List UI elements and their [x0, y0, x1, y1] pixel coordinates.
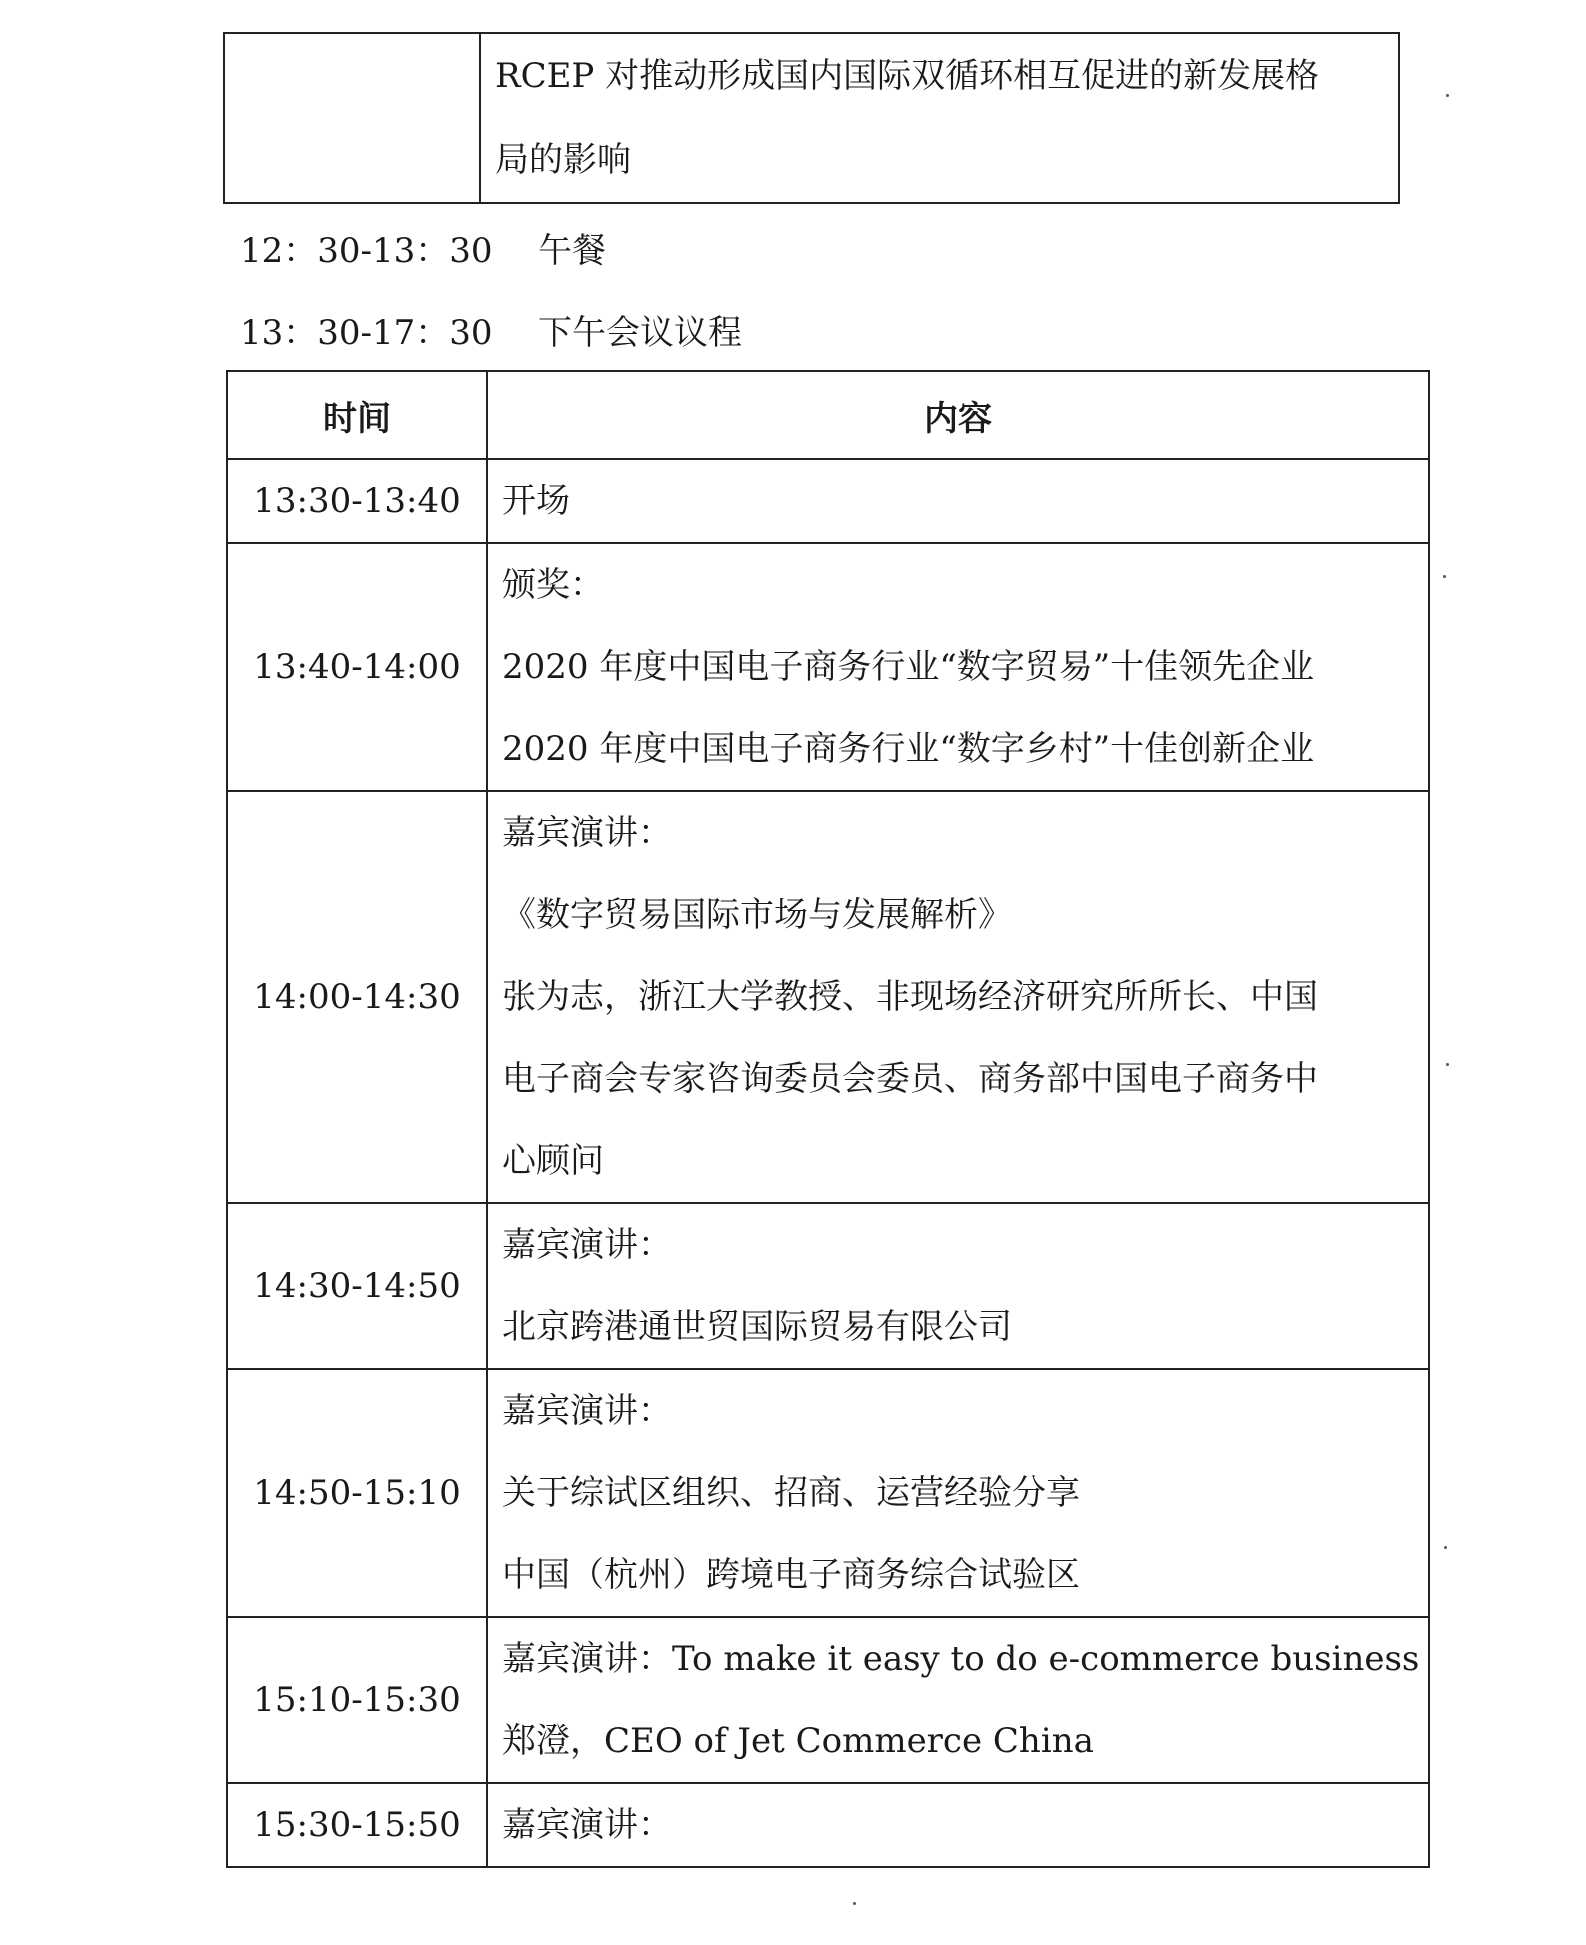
table-row	[227, 459, 1429, 543]
agenda-body	[227, 459, 1429, 1867]
time-cell: 15:10-15:30	[227, 1617, 487, 1783]
afternoon-agenda-table	[226, 370, 1430, 1868]
content-line: 2020 年度中国电子商务行业“数字贸易”十佳领先企业	[502, 647, 1315, 687]
scan-speck	[1446, 1063, 1449, 1066]
content-cell	[487, 791, 1429, 1203]
afternoon-label: 下午会议议程	[538, 313, 742, 353]
content-cell	[480, 33, 1399, 203]
table-row	[227, 1783, 1429, 1867]
afternoon-heading	[240, 308, 742, 358]
content-line: 电子商会专家咨询委员会委员、商务部中国电子商务中	[502, 1059, 1318, 1099]
content-line: 嘉宾演讲：	[502, 813, 672, 853]
time-cell: 13:30-13:40	[227, 459, 487, 543]
content-cell	[487, 1617, 1429, 1783]
content-line: 张为志，浙江大学教授、非现场经济研究所所长、中国	[502, 977, 1318, 1017]
time-header: 时间	[227, 371, 487, 459]
content-header: 内容	[487, 371, 1429, 459]
content-cell	[487, 543, 1429, 791]
content-line: 嘉宾演讲：To make it easy to do e-commerce business	[502, 1639, 1420, 1679]
scan-speck	[853, 1902, 856, 1905]
time-cell: 15:30-15:50	[227, 1783, 487, 1867]
scan-speck	[1443, 575, 1446, 578]
table-row	[227, 543, 1429, 791]
content-line: 2020 年度中国电子商务行业“数字乡村”十佳创新企业	[502, 729, 1315, 769]
table-header-row	[227, 371, 1429, 459]
empty-time-cell	[224, 33, 480, 203]
content-line: 《数字贸易国际市场与发展解析》	[502, 895, 1012, 935]
content-cell	[487, 1369, 1429, 1617]
lunch-time: 12：30-13：30	[240, 231, 493, 271]
fragment-line: RCEP 对推动形成国内国际双循环相互促进的新发展格	[495, 56, 1320, 96]
table-row	[227, 1203, 1429, 1369]
content-line: 关于综试区组织、招商、运营经验分享	[502, 1473, 1080, 1513]
content-line: 心顾问	[502, 1141, 604, 1181]
content-line: 郑澄，CEO of Jet Commerce China	[502, 1721, 1094, 1761]
table-row	[224, 33, 1399, 203]
table-row	[227, 1617, 1429, 1783]
previous-agenda-fragment	[223, 32, 1400, 204]
content-line: 嘉宾演讲：	[502, 1225, 672, 1265]
content-line: 中国（杭州）跨境电子商务综合试验区	[502, 1555, 1080, 1595]
fragment-line: 局的影响	[495, 140, 631, 180]
content-cell	[487, 459, 1429, 543]
scan-speck	[1444, 1546, 1447, 1549]
table-row	[227, 791, 1429, 1203]
content-line: 开场	[502, 481, 570, 521]
afternoon-time: 13：30-17：30	[240, 313, 493, 353]
time-cell: 13:40-14:00	[227, 543, 487, 791]
content-line: 嘉宾演讲：	[502, 1805, 672, 1845]
time-cell: 14:30-14:50	[227, 1203, 487, 1369]
lunch-line	[240, 226, 606, 276]
time-cell: 14:50-15:10	[227, 1369, 487, 1617]
content-line: 嘉宾演讲：	[502, 1391, 672, 1431]
content-line: 颁奖：	[502, 565, 604, 605]
lunch-label: 午餐	[538, 231, 606, 271]
content-line: 北京跨港通世贸国际贸易有限公司	[502, 1307, 1012, 1347]
content-cell	[487, 1203, 1429, 1369]
content-cell	[487, 1783, 1429, 1867]
table-row	[227, 1369, 1429, 1617]
time-cell: 14:00-14:30	[227, 791, 487, 1203]
scan-speck	[1446, 94, 1449, 97]
